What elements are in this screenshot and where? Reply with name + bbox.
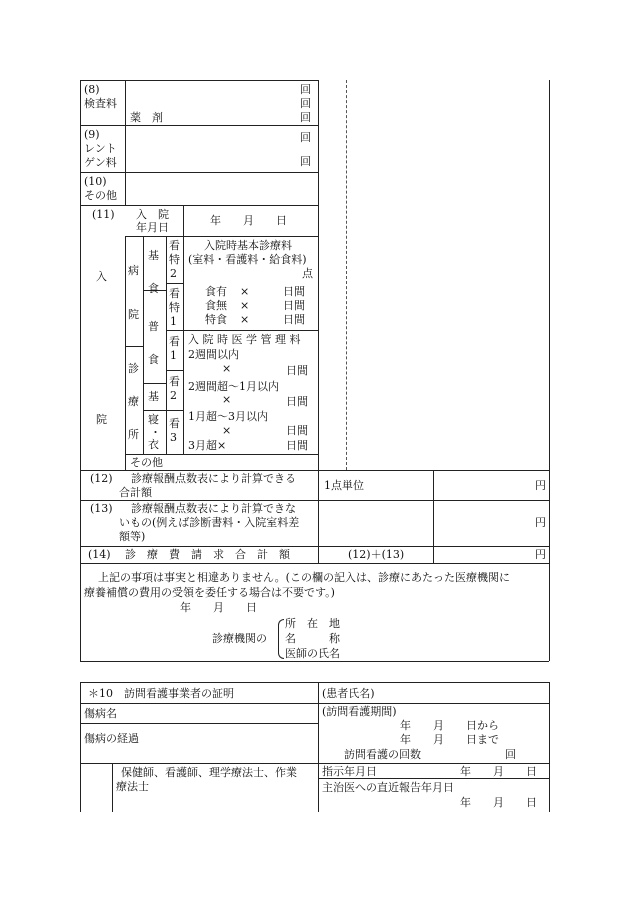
nurse-divider-1: [166, 283, 183, 284]
certification-text-2: 療養補償の費用の受領を委任する場合は不要です。): [84, 586, 335, 599]
row10-top-line: [80, 172, 318, 173]
other-row-top-line: [125, 454, 318, 455]
meal-futsu-label-2: 食: [148, 353, 159, 366]
row12-text-1: 診療報酬点数表により計算できる: [131, 472, 296, 485]
meal-futsu-kihon-divider: [143, 383, 166, 384]
row12-amount-divider: [433, 470, 434, 546]
row13-top-line: [80, 500, 549, 501]
visit-period-label: (訪問看護期間): [322, 705, 397, 718]
row12-yen: 円: [535, 479, 546, 492]
fee-meal-mgmt-divider: [183, 330, 318, 331]
staff-label-1: 保健師、看護師、理学療法士、作業: [121, 766, 297, 779]
report-date-value: 年 月 日: [460, 796, 537, 809]
nurse-1-char-1: 看: [169, 335, 180, 348]
nurse-divider-2: [166, 330, 183, 331]
management-fee-title: 入 院 時 医 学 管 理 料: [188, 333, 301, 346]
lower-disease-bottom-line: [80, 723, 318, 724]
meal-line-3-unit: 日間: [283, 313, 305, 326]
meal-shingu-label-1: 寝: [148, 413, 159, 426]
nurse-tokki1-char-2: 特: [169, 301, 180, 314]
patient-name-label: (患者氏名): [322, 687, 375, 700]
mgmt-line-3-times: ×: [222, 424, 232, 437]
mgmt-line-3-unit: 日間: [286, 424, 308, 437]
instruction-date-value: 年 月 日: [460, 765, 537, 778]
admission-date-bottom-line: [125, 236, 318, 237]
lower-form-left-border: [80, 682, 81, 812]
meal-kihon-b-label: 基: [148, 390, 159, 403]
report-date-label: 主治医への直近報告年月日: [322, 781, 454, 794]
lower-form-center-divider: [318, 682, 319, 812]
address-label: 所 在 地: [285, 617, 340, 630]
doctor-name-label: 医師の氏名: [285, 647, 340, 660]
institution-label: 診療機関の: [212, 632, 267, 645]
mgmt-line-1-times: ×: [222, 362, 232, 375]
row12-top-line: [80, 470, 549, 471]
row12-number: (12): [90, 472, 113, 485]
facility-hospital-in-label: 院: [128, 308, 139, 321]
row11-number: (11): [92, 208, 115, 221]
facility-clinic-label-1: 診: [128, 362, 139, 375]
main-column-divider: [318, 80, 319, 563]
facility-clinic-label-3: 所: [128, 428, 139, 441]
row10-number: (10): [84, 175, 107, 188]
row13-text-2: いもの(例えば診断書料・入院室料差: [119, 516, 300, 529]
nurse-3-char-2: 3: [170, 431, 177, 444]
row9-label-2: ゲン料: [84, 156, 117, 169]
nurse-divider-3: [166, 370, 183, 371]
label-column-divider: [125, 80, 126, 205]
row12-text-2: 合計額: [119, 486, 152, 499]
nurse-divider-4: [166, 410, 183, 411]
row14-number: (14): [88, 548, 111, 561]
lower-form-top-line: [80, 682, 549, 683]
mgmt-line-1-period: 2週間以内: [188, 348, 239, 361]
row11-top-line: [80, 205, 318, 206]
lower-title-bottom-line: [80, 703, 549, 704]
meal-line-3-times: ×: [240, 313, 250, 326]
row8-unit-2: 回: [300, 97, 311, 110]
mgmt-line-2-unit: 日間: [286, 395, 308, 408]
meal-kihon-label-2: 食: [148, 282, 159, 295]
basic-fee-title: 入院時基本診療料: [204, 239, 292, 252]
lower-staff-left-divider: [112, 763, 113, 812]
meal-line-3-label: 特食: [205, 313, 227, 326]
disease-name-label: 傷病名: [84, 707, 117, 720]
row12-unit-label: 1点単位: [324, 479, 364, 492]
form-right-border: [549, 80, 550, 661]
mgmt-line-1-unit: 日間: [286, 364, 308, 377]
row13-text-3: 額等): [119, 530, 146, 543]
basic-fee-subtitle: (室料・看護料・給食料): [188, 253, 307, 266]
certification-top-line: [80, 563, 549, 564]
row8-unit-3: 回: [300, 111, 311, 124]
row13-text-1: 診療報酬点数表により計算できな: [131, 502, 296, 515]
row9-unit-2: 回: [300, 155, 311, 168]
admission-date-label-2: 年月日: [136, 221, 169, 234]
row10-label: その他: [84, 189, 117, 202]
form-left-border: [80, 80, 81, 661]
nurse-tokki1-char-3: 1: [170, 315, 177, 328]
basic-fee-unit: 点: [302, 267, 313, 280]
hospital-clinic-divider: [125, 346, 143, 347]
staff-label-2: 療法士: [116, 780, 149, 793]
row14-amount-divider: [433, 546, 434, 563]
visit-to-date: 年 月 日まで: [400, 733, 499, 746]
dashed-column-divider: [346, 80, 347, 470]
row9-number: (9): [84, 128, 100, 141]
visit-count-unit: 回: [505, 748, 516, 761]
meal-shingu-label-3: 衣: [148, 438, 159, 451]
row11-inner-left-line: [125, 236, 126, 470]
admission-side-label-bottom: 院: [96, 413, 107, 426]
mgmt-line-4-unit: 日間: [286, 439, 308, 452]
meal-line-2-times: ×: [240, 299, 250, 312]
meal-line-2-unit: 日間: [283, 299, 305, 312]
instruction-date-label: 指示年月日: [322, 765, 377, 778]
row14-total-label: 診 療 費 請 求 合 計 額: [125, 548, 290, 561]
mgmt-line-3-period: 1月超～3月以内: [188, 410, 268, 423]
lower-form-right-border: [549, 682, 550, 812]
row8-number: (8): [84, 83, 100, 96]
upper-form-bottom-line: [80, 661, 549, 662]
nurse-tokki2-char-2: 特: [169, 253, 180, 266]
row8-unit-1: 回: [300, 83, 311, 96]
certification-text-1: 上記の事項は事実と相違ありません。(この欄の記入は、診療にあたった医療機関に: [98, 571, 510, 584]
row9-unit-1: 回: [300, 131, 311, 144]
meal-line-1-label: 食有: [205, 285, 227, 298]
row9-top-line: [80, 125, 318, 126]
institution-brace: [278, 619, 284, 659]
mgmt-line-4-period: 3月超×: [188, 439, 227, 452]
row9-label-1: レント: [84, 142, 117, 155]
meal-line-2-label: 食無: [205, 299, 227, 312]
row14-yen: 円: [535, 548, 546, 561]
certification-date: 年 月 日: [180, 601, 257, 614]
lower-instruction-bottom-line: [318, 778, 549, 779]
meal-futsu-label-1: 普: [148, 320, 159, 333]
row13-number: (13): [90, 502, 113, 515]
row8-top-line: [80, 80, 318, 81]
nurse-2-char-1: 看: [169, 375, 180, 388]
meal-nurse-divider: [166, 236, 167, 454]
disease-progress-label: 傷病の経過: [84, 732, 139, 745]
nurse-tokki2-char-1: 看: [169, 239, 180, 252]
facility-hospital-label: 病: [128, 264, 139, 277]
meal-kihon-label-1: 基: [148, 249, 159, 262]
nurse-tokki1-char-1: 看: [169, 287, 180, 300]
meal-shingu-label-2: ・: [150, 426, 161, 439]
visit-count-label: 訪問看護の回数: [344, 748, 421, 761]
nurse-2-char-2: 2: [170, 389, 177, 402]
meal-kihon-shingu-divider: [143, 410, 166, 411]
mgmt-line-2-times: ×: [222, 393, 232, 406]
row11-other-label: その他: [130, 456, 163, 469]
nurse-1-char-2: 1: [170, 349, 177, 362]
admission-date-value: 年 月 日: [210, 214, 287, 227]
nurse-3-char-1: 看: [169, 417, 180, 430]
row14-top-line: [80, 546, 549, 547]
row8-label: 検査料: [84, 97, 117, 110]
nurse-tokki2-char-3: 2: [170, 267, 177, 280]
visit-from-date: 年 月 日から: [400, 719, 499, 732]
visiting-nurse-title: ＊10 訪問看護事業者の証明: [88, 687, 234, 700]
row8-drug-label: 薬 剤: [130, 111, 163, 124]
meal-line-1-times: ×: [240, 285, 250, 298]
facility-meal-divider: [143, 236, 144, 454]
mgmt-line-2-period: 2週間超～1月以内: [188, 380, 279, 393]
lower-progress-bottom-line: [80, 763, 549, 764]
name-label: 名 称: [285, 632, 340, 645]
admission-side-label-top: 入: [96, 270, 107, 283]
facility-clinic-label-2: 療: [128, 395, 139, 408]
meal-line-1-unit: 日間: [283, 285, 305, 298]
admission-date-label-1: 入 院: [136, 208, 169, 221]
row13-yen: 円: [535, 516, 546, 529]
row14-formula: (12)＋(13): [348, 548, 405, 561]
